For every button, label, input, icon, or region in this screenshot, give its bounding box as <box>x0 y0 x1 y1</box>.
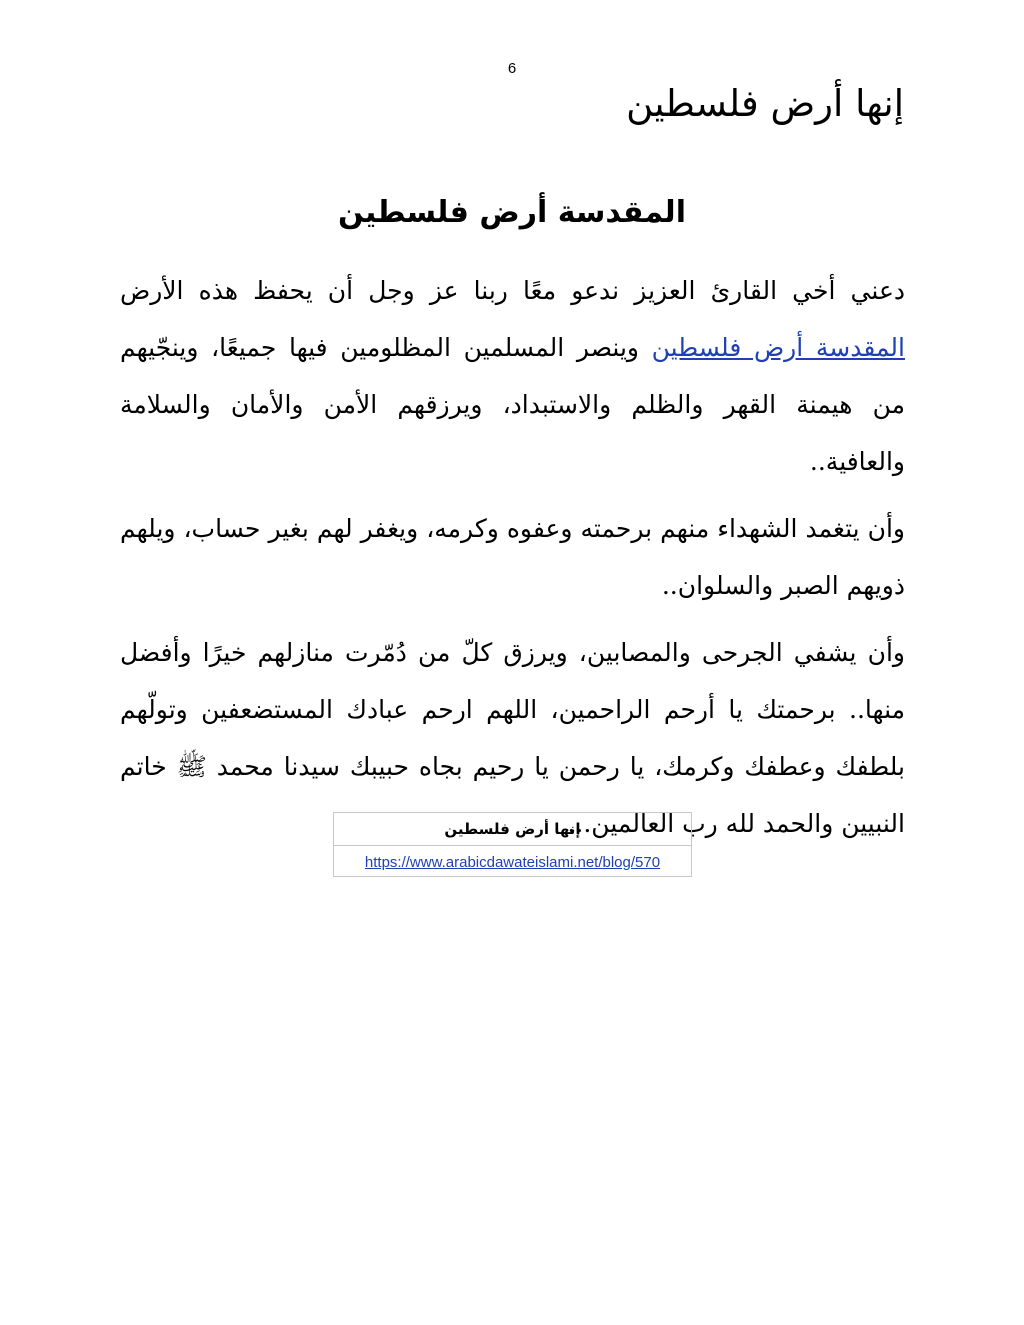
paragraph-1 <box>120 262 905 490</box>
paragraph-1-text-start: دعني أخي القارئ العزيز ندعو معًا ربنا عز وجل أن يحفظ هذه الأرض <box>120 276 905 305</box>
source-title-row <box>334 813 692 846</box>
source-url-link[interactable]: https://www.arabicdawateislami.net/blog/570 <box>364 853 661 871</box>
source-table <box>333 812 692 877</box>
paragraph-1-text-end: وينصر المسلمين المظلومين فيها جميعًا، وينجّيهم من هيمنة القهر والظلم والاستبداد، ويرزقهم الأمن والأمان والسلامة والعافية.. <box>120 333 905 476</box>
paragraph-2: وأن يتغمد الشهداء منهم برحمته وعفوه وكرمه، ويغفر لهم بغير حساب، ويلهم ذويهم الصبر والسلوان.. <box>120 514 905 600</box>
article-heading: المقدسة أرض فلسطين <box>338 195 686 230</box>
source-title: إنها أرض فلسطين <box>334 813 692 846</box>
article-body <box>120 262 905 862</box>
paragraph-3: وأن يشفي الجرحى والمصابين، ويرزق كلّ من دُمّرت منازلهم خيرًا وأفضل منها.. برحمتك يا أرحم الراحمين، اللهم ارحم عبادك المستضعفين وتولّهم بلطفك وعطفك وكرمك، يا رحمن يا رحيم بجاه حبيبك سيدنا محمد ﷺ خاتم النبيين والحمد لله رب العالمين... <box>120 638 905 838</box>
running-title: إنها أرض فلسطين <box>626 82 904 125</box>
paragraph-1-link[interactable]: المقدسة أرض فلسطين <box>651 333 905 362</box>
source-url-cell <box>334 846 692 877</box>
source-url-row <box>334 846 692 877</box>
page-number: 6 <box>507 60 517 77</box>
